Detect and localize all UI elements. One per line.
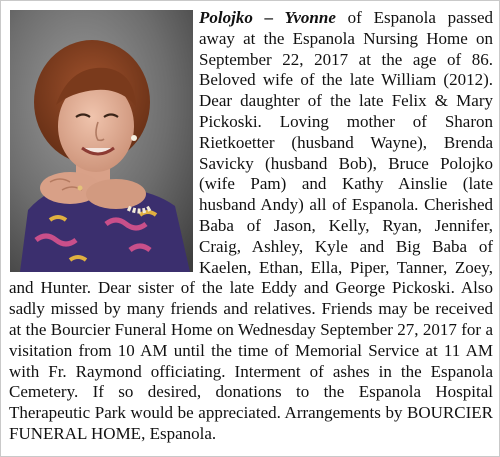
photo-spacer xyxy=(9,8,199,276)
obituary-text xyxy=(9,8,493,445)
deceased-name: Polojko – Yvonne xyxy=(199,8,336,27)
obituary-body: of Espanola passed away at the Espanola Nursing Home on September 22, 2017 at the age of 86. Beloved wife of the late William (2012). Dear daughter of the late Felix & Mary Pickoski. Loving mother of Sharon Rietkoetter (husband Wayne), Brenda Savicky (husband Bob), Bruce Polojko (wife Pam) and Kathy Ainslie (late husband Andy) all of Espanola. Cherished Baba of Jason, Kelly, Ryan, Jennifer, Craig, Ashley, Kyle and Big Baba of Kaelen, Ethan, Ella, Piper, Tanner, Zoey, and Hunter. Dear sister of the late Eddy and George Pickoski. Also sadly missed by many friends and relatives. Friends may be received at the Bourcier Funeral Home on Wednesday September 27, 2017 for a visitation from 10 AM until the time of Memorial Service at 11 AM with Fr. Raymond officiating. Interment of ashes in the Espanola Cemetery. If so desired, donations to the Espanola Hospital Therapeutic Park would be appreciated. Arrangements by BOURCIER FUNERAL HOME, Espanola. xyxy=(9,8,493,443)
